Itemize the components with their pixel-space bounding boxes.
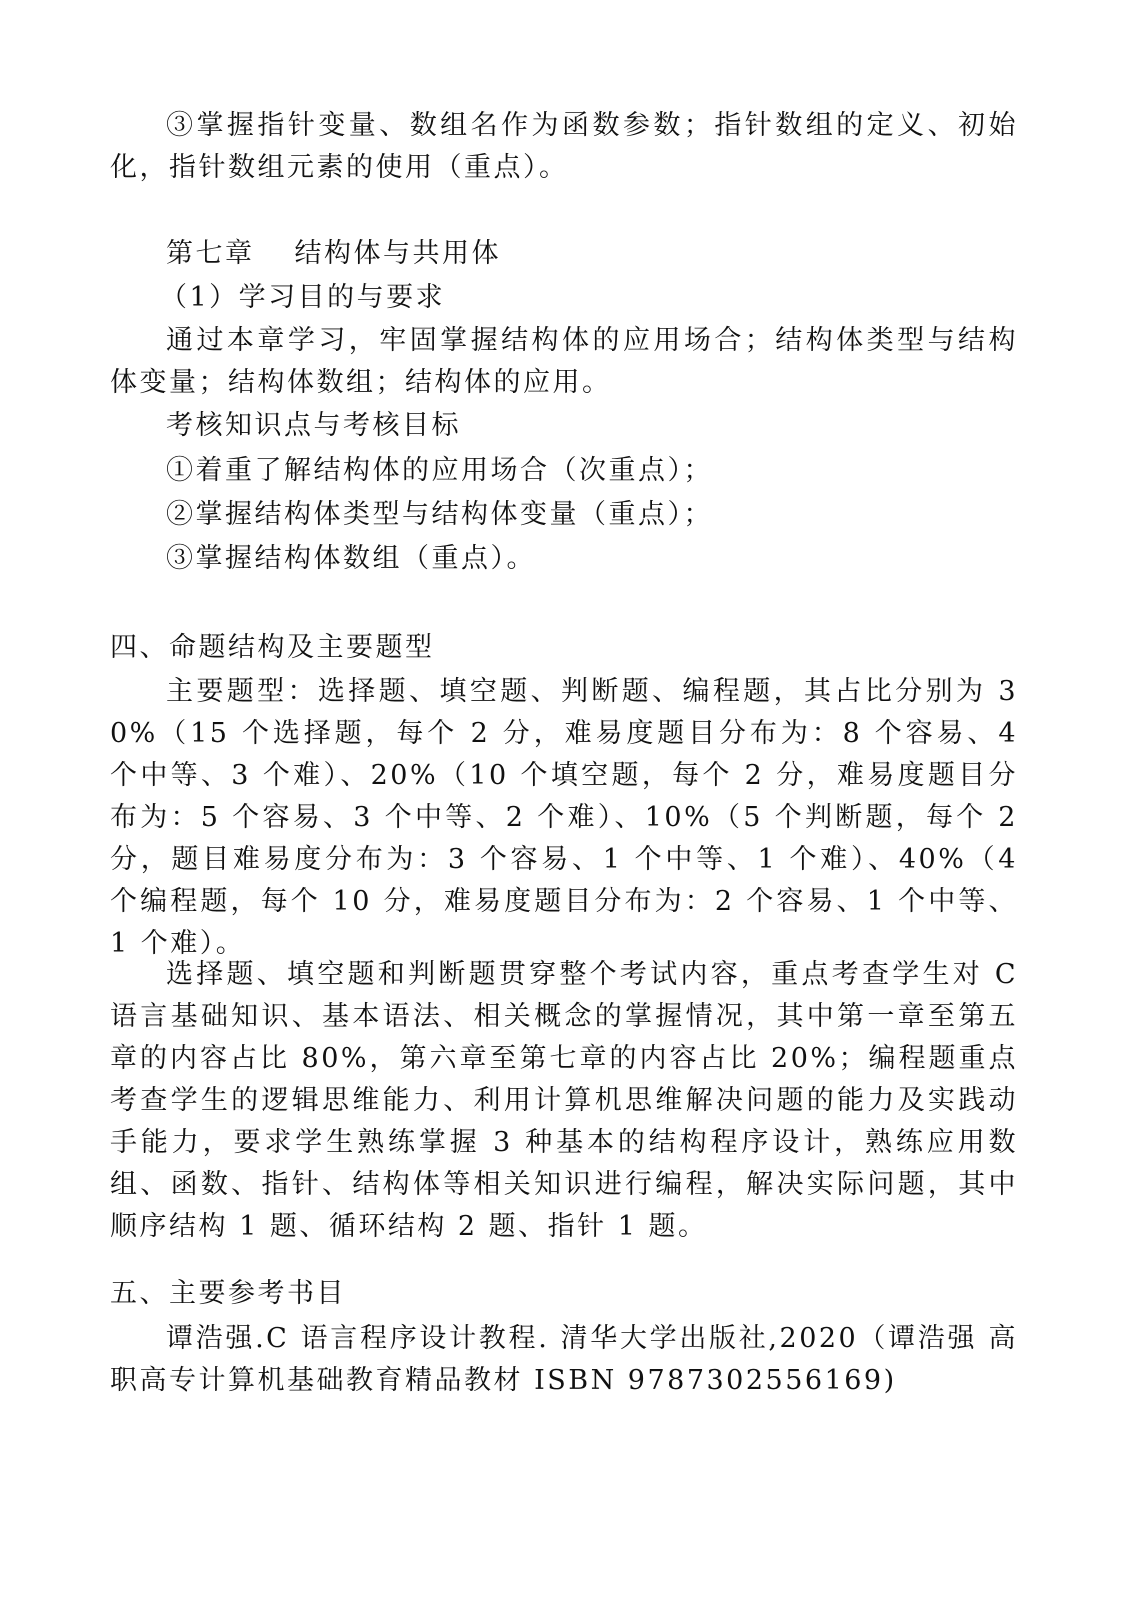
chapter-7-heading [166, 233, 501, 275]
chapter-7-goals-heading: （1）学习目的与要求 [160, 282, 446, 313]
chapter-7-objective-item-2: ②掌握结构体类型与结构体变量（重点）； [166, 499, 713, 530]
reference-book-entry: 谭浩强.C 语言程序设计教程. 清华大学出版社,2020（谭浩强 高职高专计算机基础教育精品教材 ISBN 9787302556169) [110, 1323, 1018, 1396]
chapter-name: 结构体与共用体 [294, 238, 501, 269]
section-5-heading: 五、主要参考书目 [110, 1278, 346, 1309]
section-4-content-coverage-paragraph: 选择题、填空题和判断题贯穿整个考试内容，重点考查学生对 C 语言基础知识、基本语法、相关概念的掌握情况，其中第一章至第五章的内容占比 80%，第六章至第七章的内容占比 20%；编程题重点考查学生的逻辑思维能力、利用计算机思维解决问题的能力及实践动手能力，要求学生熟练掌握 3 种基本的结构程序设计，熟练应用数组、函数、指针、结构体等相关知识进行编程，解决实际问题，其中顺序结构 1 题、循环结构 2 题、指针 1 题。 [110, 959, 1018, 1242]
section-4-heading: 四、命题结构及主要题型 [110, 632, 435, 663]
chapter-7-goals-text: 通过本章学习，牢固掌握结构体的应用场合；结构体类型与结构体变量；结构体数组；结构体的应用。 [110, 325, 1018, 398]
chapter-7-objective-item-1: ①着重了解结构体的应用场合（次重点）； [166, 455, 713, 486]
pointer-objective-item-3: ③掌握指针变量、数组名作为函数参数；指针数组的定义、初始化，指针数组元素的使用（重点）。 [110, 110, 1018, 183]
section-4-question-types-paragraph: 主要题型：选择题、填空题、判断题、编程题，其占比分别为 30%（15 个选择题，每个 2 分，难易度题目分布为：8 个容易、4 个中等、3 个难）、20%（10 个填空题，每个 2 分，难易度题目分布为：5 个容易、3 个中等、2 个难）、10%（5 个判断题，每个 2 分，题目难易度分布为：3 个容易、1 个中等、1 个难）、40%（4 个编程题，每个 10 分，难易度题目分布为：2 个容易、1 个中等、1 个难）。 [110, 676, 1018, 959]
chapter-7-assessment-heading: 考核知识点与考核目标 [166, 410, 461, 441]
chapter-label: 第七章 [166, 238, 255, 269]
chapter-7-objective-item-3: ③掌握结构体数组（重点）。 [166, 543, 536, 574]
